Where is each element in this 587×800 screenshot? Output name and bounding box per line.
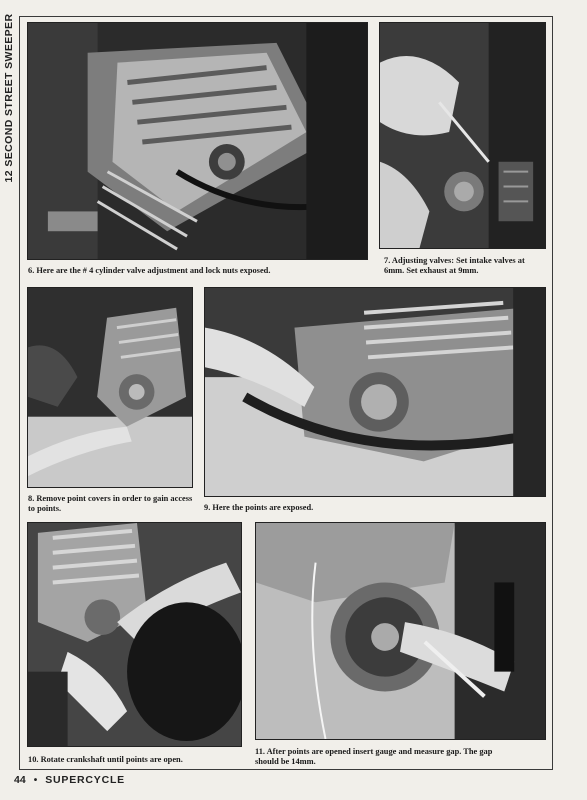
photo-7-adjusting-valves: [379, 22, 546, 249]
photo-9-points-exposed: [204, 287, 546, 497]
footer-bullet: •: [33, 774, 38, 786]
magazine-name: SUPERCYCLE: [45, 774, 125, 786]
side-title: [0, 13, 18, 183]
caption-7: 7. Adjusting valves: Set intake valves at 6mm. Set exhaust at 9mm.: [384, 256, 525, 275]
caption-11: 11. After points are opened insert gauge and measure gap. The gap should be 14mm.: [255, 747, 493, 766]
caption-9: 9. Here the points are exposed.: [204, 503, 314, 512]
caption-10: 10. Rotate crankshaft until points are open.: [28, 755, 183, 764]
page-number: 44: [14, 774, 26, 786]
photo-10-rotate-crankshaft: [27, 522, 242, 747]
footer: [14, 774, 125, 786]
caption-6: 6. Here are the # 4 cylinder valve adjustment and lock nuts exposed.: [28, 266, 271, 275]
side-title-text: 12 SECOND STREET SWEEPER: [3, 13, 15, 183]
photo-11-measure-gap: [255, 522, 546, 740]
caption-8: 8. Remove point covers in order to gain access to points.: [28, 494, 193, 513]
photo-8-point-covers: [27, 287, 193, 488]
photo-6-cylinder-head: [27, 22, 368, 260]
